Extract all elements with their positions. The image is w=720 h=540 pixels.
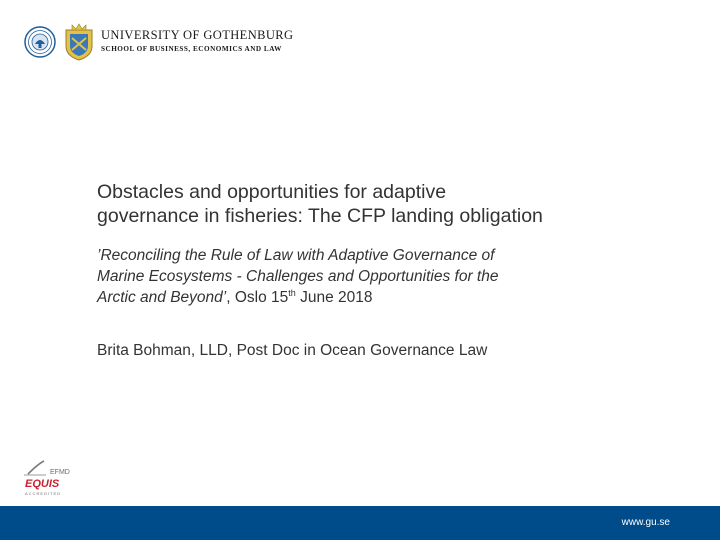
school-name: SCHOOL OF BUSINESS, ECONOMICS AND LAW [101, 45, 282, 53]
slide-title-line-1: Obstacles and opportunities for adaptive [97, 181, 447, 203]
university-crest-icon [62, 22, 96, 62]
subtitle-location-date: , Oslo 15 [226, 289, 289, 306]
university-name: UNIVERSITY OF GOTHENBURG [101, 28, 294, 42]
subtitle-line-3-italic: Arctic and Beyond’ [97, 289, 227, 306]
accredited-label: ACCREDITED [25, 491, 62, 496]
conference-subtitle [97, 245, 617, 308]
footer-bar [0, 506, 720, 540]
subtitle-line-2 [97, 266, 617, 287]
subtitle-line-2-text: Marine Ecosystems - Challenges and Opportunities for the [97, 268, 499, 285]
slide-title [97, 180, 617, 228]
equis-logo-icon [20, 460, 80, 498]
date-superscript: th [288, 288, 296, 298]
website-link[interactable]: www.gu.se [621, 517, 670, 528]
author-line: Brita Bohman, LLD, Post Doc in Ocean Governance Law [97, 342, 488, 359]
university-seal-icon [24, 26, 56, 58]
subtitle-line-1 [97, 245, 617, 266]
subtitle-line-3 [97, 287, 617, 308]
subtitle-month-year: June 2018 [295, 289, 373, 306]
slide-title-line-2: governance in fisheries: The CFP landing obligation [97, 205, 543, 227]
subtitle-line-1-text: ’Reconciling the Rule of Law with Adaptive Governance of [97, 247, 495, 264]
equis-label: EQUIS [25, 478, 60, 490]
efmd-label: EFMD [50, 469, 70, 476]
